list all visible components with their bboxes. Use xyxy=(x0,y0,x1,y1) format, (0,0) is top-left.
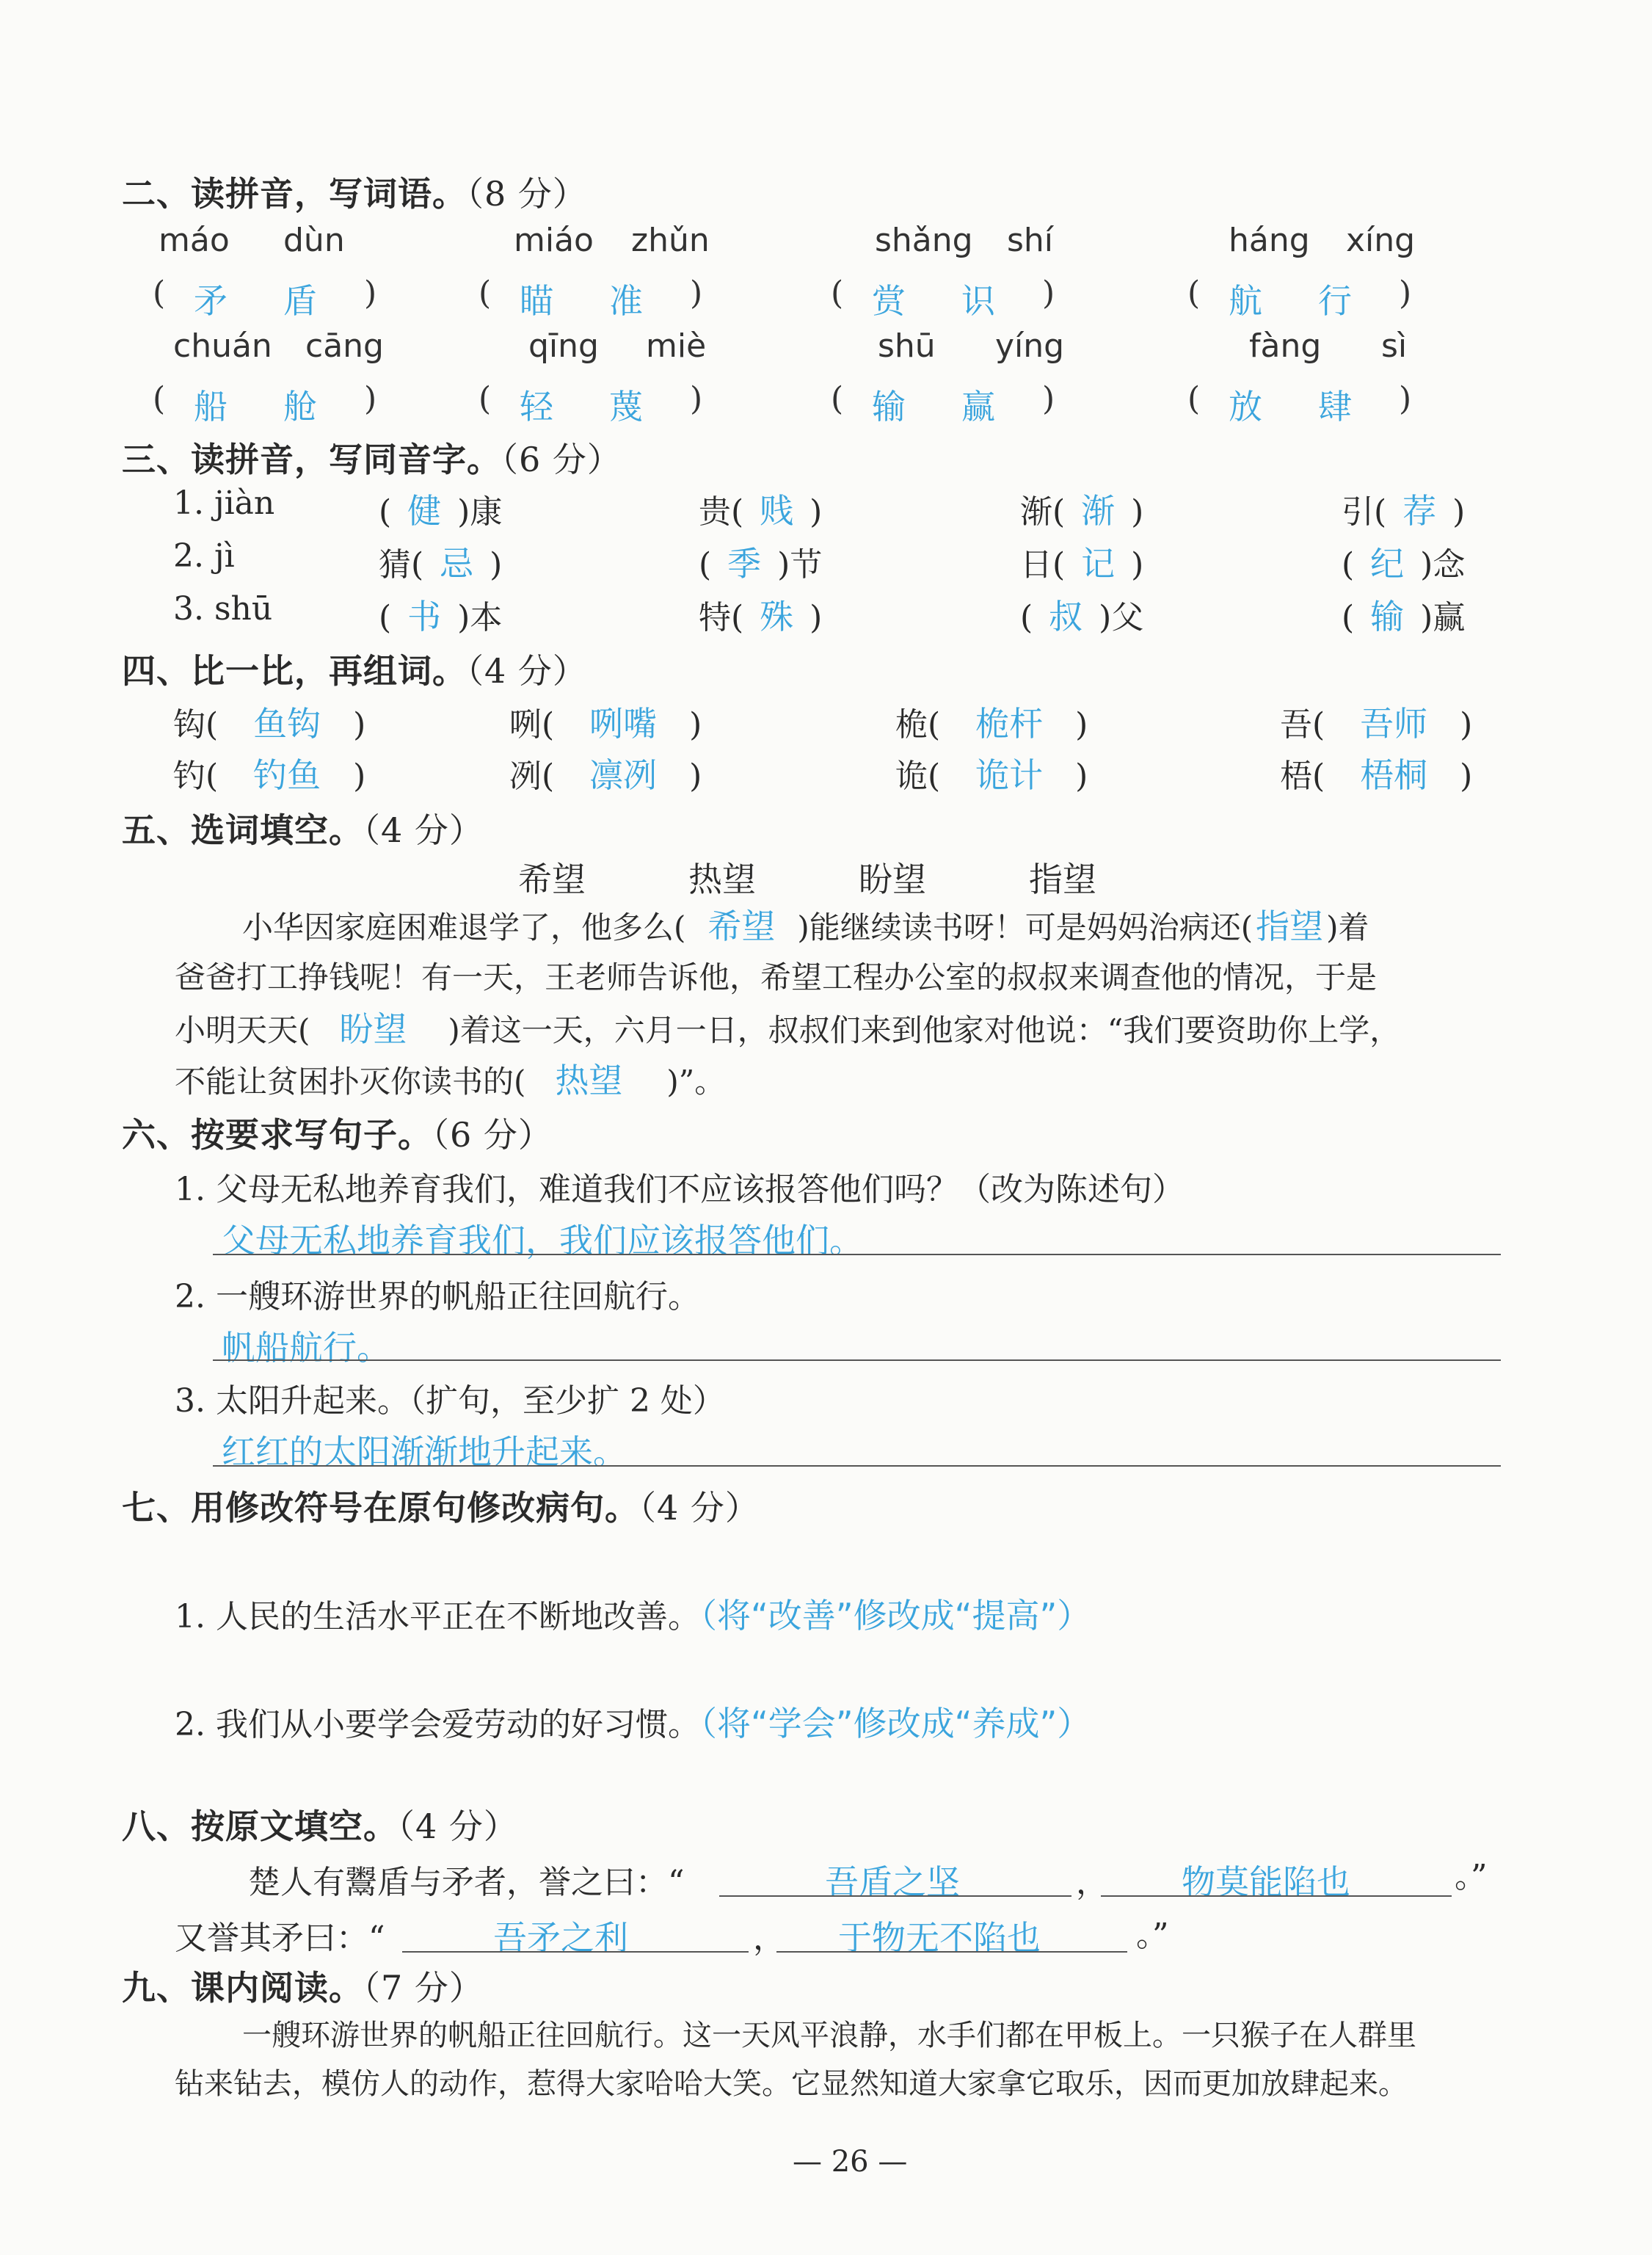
pinyin-syllable: miè xyxy=(646,327,707,365)
answer-char: 输 xyxy=(1370,597,1405,636)
section-score: （4 分） xyxy=(398,1806,518,1846)
right-paren: ) xyxy=(353,758,366,795)
classic-text-line-2: 又誉其矛曰：“ xyxy=(175,1920,385,1957)
homophone-cell xyxy=(699,484,822,533)
right-paren: ) xyxy=(1042,380,1055,418)
prompt-text: ( xyxy=(699,546,712,584)
answer-text: 盼望 xyxy=(339,1009,407,1049)
answer-blank-2: 物莫能陷也 xyxy=(1182,1862,1350,1902)
compare-cell xyxy=(895,749,1088,797)
homophone-cell xyxy=(1020,537,1143,586)
homophone-cell xyxy=(1342,590,1465,639)
pinyin-syllable: sì xyxy=(1381,327,1408,365)
fill-paragraph-line-4: 不能让贫困扑灭你读书的( 热望 )”。 xyxy=(175,1061,726,1100)
prompt-text: )念 xyxy=(1420,546,1466,584)
section-2-heading xyxy=(122,167,587,216)
prompt-text: ) xyxy=(1131,546,1144,584)
answer-char: 季 xyxy=(727,544,762,584)
right-paren: ) xyxy=(1075,758,1088,795)
base-char: 吾( xyxy=(1280,706,1325,744)
homophone-cell xyxy=(1020,590,1143,639)
pinyin-syllable: shū xyxy=(878,327,936,365)
prompt-text: )康 xyxy=(457,493,503,531)
answer-text: （将“改善”修改成“提高”） xyxy=(699,1596,1091,1635)
homophone-cell xyxy=(379,484,502,533)
answer-text: 热望 xyxy=(555,1061,623,1100)
pinyin-syllable: fàng xyxy=(1249,327,1322,365)
prompt-text: 日( xyxy=(1020,546,1066,584)
section-score: （4 分） xyxy=(467,651,587,691)
prompt-text: ( xyxy=(1020,599,1033,636)
left-paren: ( xyxy=(153,275,166,312)
answer-char: 准 xyxy=(609,281,643,321)
pinyin-label: 2. jì xyxy=(173,537,235,575)
section-title: 五、选词填空。 xyxy=(122,810,363,850)
word-option: 希望 xyxy=(518,860,586,899)
section-score: （6 分） xyxy=(501,440,622,479)
right-paren: ) xyxy=(353,706,366,744)
pinyin-syllable: miáo xyxy=(514,222,594,259)
pinyin-syllable: qīng xyxy=(528,327,599,365)
compare-cell xyxy=(509,749,702,797)
section-title: 三、读拼音，写同音字。 xyxy=(122,440,501,479)
answer-char: 书 xyxy=(407,597,442,636)
pinyin-syllable: máo xyxy=(159,222,230,259)
section-title: 九、课内阅读。 xyxy=(122,1968,363,2008)
prompt-text: 引( xyxy=(1342,493,1387,531)
word-option: 指望 xyxy=(1029,860,1096,899)
reading-paragraph-line-1: 一艘环游世界的帆船正往回航行。这一天风平浪静，水手们都在甲板上。一只猴子在人群里 xyxy=(242,2019,1416,2052)
homophone-cell xyxy=(699,590,822,639)
compare-cell xyxy=(1280,697,1472,746)
compare-cell xyxy=(173,697,365,746)
answer-char: 蔑 xyxy=(609,387,643,426)
answer-text: 指望 xyxy=(1256,907,1324,946)
answer-char: 输 xyxy=(872,387,906,426)
right-paren: ) xyxy=(1399,380,1412,418)
prompt-text: ( xyxy=(379,599,392,636)
base-char: 诡( xyxy=(895,758,941,795)
section-4-heading xyxy=(122,644,587,693)
answer-char: 渐 xyxy=(1081,491,1116,531)
answer-char: 行 xyxy=(1318,281,1352,321)
answer-char: 瞄 xyxy=(520,281,553,321)
prompt-text: )节 xyxy=(777,546,823,584)
question-6-1: 1. 父母无私地养育我们，难道我们不应该报答他们吗？（改为陈述句） xyxy=(175,1171,1185,1208)
answer-word: 凛冽 xyxy=(589,755,658,795)
fill-paragraph-line-1: 小华因家庭困难退学了，他多么( 希望 )能继续读书呀！可是妈妈治病还(指望)着 xyxy=(242,907,1369,946)
right-paren: ) xyxy=(689,758,702,795)
answer-word: 桅杆 xyxy=(975,704,1044,744)
base-char: 咧( xyxy=(509,706,555,744)
section-6-heading xyxy=(122,1108,553,1157)
answer-char: 记 xyxy=(1081,544,1116,584)
question-7-1: 1. 人民的生活水平正在不断地改善。（将“改善”修改成“提高”） xyxy=(175,1596,1091,1635)
section-title: 七、用修改符号在原句修改病句。 xyxy=(122,1488,639,1528)
answer-char: 盾 xyxy=(283,281,317,321)
base-char: 梧( xyxy=(1280,758,1325,795)
answer-line xyxy=(402,1951,749,1953)
right-paren: ) xyxy=(1042,275,1055,312)
section-3-heading xyxy=(122,433,622,482)
left-paren: ( xyxy=(831,380,844,418)
right-paren: ) xyxy=(1460,758,1473,795)
answer-char: 叔 xyxy=(1049,597,1083,636)
closing-quote: 。” xyxy=(1136,1917,1169,1954)
answer-char: 舱 xyxy=(283,387,317,426)
pinyin-label: 1. jiàn xyxy=(173,484,275,522)
left-paren: ( xyxy=(153,380,166,418)
question-6-2: 2. 一艘环游世界的帆船正往回航行。 xyxy=(175,1278,700,1315)
section-score: （6 分） xyxy=(432,1115,553,1155)
answer-word: 梧桐 xyxy=(1360,755,1428,795)
answer-char: 肆 xyxy=(1318,387,1352,426)
left-paren: ( xyxy=(1187,275,1201,312)
compare-cell xyxy=(1280,749,1472,797)
answer-line xyxy=(776,1951,1127,1953)
answer-char: 放 xyxy=(1229,387,1262,426)
left-paren: ( xyxy=(1187,380,1201,418)
prompt-text: 特( xyxy=(699,599,744,636)
answer-word: 鱼钩 xyxy=(253,704,321,744)
answer-char: 荐 xyxy=(1402,491,1437,531)
prompt-text: ) xyxy=(809,599,823,636)
base-char: 钩( xyxy=(173,706,219,744)
section-title: 八、按原文填空。 xyxy=(122,1806,398,1846)
answer-char: 健 xyxy=(407,491,442,531)
section-9-heading xyxy=(122,1961,484,2010)
base-char: 冽( xyxy=(509,758,555,795)
answer-blank-4: 于物无不陷也 xyxy=(838,1918,1041,1958)
answer-text: 希望 xyxy=(707,907,776,946)
answer-6-1: 父母无私地养育我们，我们应该报答他们。 xyxy=(222,1221,863,1260)
comma: ， xyxy=(1076,1864,1108,1901)
pinyin-syllable: háng xyxy=(1229,222,1310,259)
reading-paragraph-line-2: 钻来钻去，模仿人的动作，惹得大家哈哈大笑。它显然知道大家拿它取乐，因而更加放肆起来。 xyxy=(175,2067,1408,2101)
base-char: 桅( xyxy=(895,706,941,744)
section-8-heading xyxy=(122,1800,518,1848)
answer-line xyxy=(213,1465,1501,1467)
homophone-cell xyxy=(1342,537,1465,586)
pinyin-syllable: yíng xyxy=(995,327,1065,365)
prompt-text: ) xyxy=(809,493,823,531)
word-option: 热望 xyxy=(688,860,756,899)
section-title: 二、读拼音，写词语。 xyxy=(122,174,467,214)
fill-paragraph-line-3: 小明天天( 盼望 )着这一天，六月一日，叔叔们来到他家对他说：“我们要资助你上学， xyxy=(175,1009,1401,1049)
answer-char: 忌 xyxy=(440,544,474,584)
pinyin-label: 3. shū xyxy=(173,590,273,628)
pinyin-syllable: chuán xyxy=(173,327,272,365)
right-paren: ) xyxy=(1460,706,1473,744)
right-paren: ) xyxy=(690,275,703,312)
answer-char: 识 xyxy=(961,281,995,321)
answer-char: 赢 xyxy=(961,387,995,426)
prompt-text: ) xyxy=(490,546,503,584)
answer-char: 矛 xyxy=(194,281,228,321)
pinyin-syllable: cāng xyxy=(305,327,384,365)
section-score: （4 分） xyxy=(639,1488,760,1528)
homophone-cell xyxy=(1342,484,1465,533)
section-score: （7 分） xyxy=(363,1968,484,2008)
answer-word: 诡计 xyxy=(975,755,1044,795)
section-score: （8 分） xyxy=(467,174,587,214)
right-paren: ) xyxy=(689,706,702,744)
prompt-text: )父 xyxy=(1099,599,1144,636)
compare-cell xyxy=(173,749,365,797)
right-paren: ) xyxy=(364,275,377,312)
answer-char: 赏 xyxy=(872,281,906,321)
right-paren: ) xyxy=(1075,706,1088,744)
answer-word: 咧嘴 xyxy=(589,704,658,744)
section-score: （4 分） xyxy=(363,810,484,850)
section-title: 六、按要求写句子。 xyxy=(122,1115,432,1155)
right-paren: ) xyxy=(690,380,703,418)
compare-cell xyxy=(509,697,702,746)
section-title: 四、比一比，再组词。 xyxy=(122,651,467,691)
base-char: 钓( xyxy=(173,758,219,795)
answer-line xyxy=(213,1254,1501,1255)
pinyin-syllable: shǎng xyxy=(875,222,973,259)
answer-char: 航 xyxy=(1229,281,1262,321)
prompt-text: )赢 xyxy=(1420,599,1466,636)
homophone-cell xyxy=(379,590,502,639)
answer-line xyxy=(719,1895,1071,1897)
answer-char: 殊 xyxy=(760,597,794,636)
answer-text: （将“学会”修改成“养成”） xyxy=(699,1704,1091,1743)
right-paren: ) xyxy=(1399,275,1412,312)
classic-text-line-1: 楚人有鬻盾与矛者，誉之曰：“ xyxy=(248,1864,685,1901)
answer-line xyxy=(213,1359,1501,1361)
answer-word: 吾师 xyxy=(1360,704,1428,744)
pinyin-syllable: zhǔn xyxy=(631,222,710,259)
section-5-heading xyxy=(122,804,484,852)
prompt-text: 猜( xyxy=(379,546,424,584)
answer-char: 贱 xyxy=(760,491,794,531)
answer-line xyxy=(1101,1895,1452,1897)
left-paren: ( xyxy=(831,275,844,312)
left-paren: ( xyxy=(479,275,492,312)
homophone-cell xyxy=(1020,484,1143,533)
answer-char: 轻 xyxy=(520,387,553,426)
homophone-cell xyxy=(379,537,502,586)
answer-6-2: 帆船航行。 xyxy=(222,1328,390,1368)
compare-cell xyxy=(895,697,1088,746)
prompt-text: ) xyxy=(1452,493,1466,531)
prompt-text: ( xyxy=(1342,546,1355,584)
comma: ， xyxy=(753,1920,785,1957)
prompt-text: )本 xyxy=(457,599,503,636)
prompt-text: ( xyxy=(379,493,392,531)
prompt-text: 渐( xyxy=(1020,493,1066,531)
pinyin-syllable: dùn xyxy=(283,222,345,259)
section-7-heading xyxy=(122,1481,760,1530)
answer-char: 船 xyxy=(194,387,228,426)
prompt-text: 贵( xyxy=(699,493,744,531)
pinyin-syllable: xíng xyxy=(1346,222,1416,259)
left-paren: ( xyxy=(479,380,492,418)
page-number: — 26 — xyxy=(793,2145,908,2179)
answer-char: 纪 xyxy=(1370,544,1405,584)
prompt-text: ( xyxy=(1342,599,1355,636)
prompt-text: ) xyxy=(1131,493,1144,531)
fill-paragraph-line-2: 爸爸打工挣钱呢！有一天，王老师告诉他，希望工程办公室的叔叔来调查他的情况，于是 xyxy=(175,959,1378,995)
homophone-cell xyxy=(699,537,822,586)
answer-blank-3: 吾矛之利 xyxy=(493,1918,628,1958)
question-6-3: 3. 太阳升起来。（扩句，至少扩 2 处） xyxy=(175,1382,725,1420)
right-paren: ) xyxy=(364,380,377,418)
pinyin-syllable: shí xyxy=(1007,222,1054,259)
closing-quote: 。” xyxy=(1455,1858,1488,1895)
answer-word: 钓鱼 xyxy=(253,755,321,795)
word-option: 盼望 xyxy=(859,860,926,899)
word-bank xyxy=(518,853,1199,901)
answer-blank-1: 吾盾之坚 xyxy=(825,1862,960,1902)
question-7-2: 2. 我们从小要学会爱劳动的好习惯。（将“学会”修改成“养成”） xyxy=(175,1704,1091,1743)
answer-6-3: 红红的太阳渐渐地升起来。 xyxy=(222,1432,627,1472)
